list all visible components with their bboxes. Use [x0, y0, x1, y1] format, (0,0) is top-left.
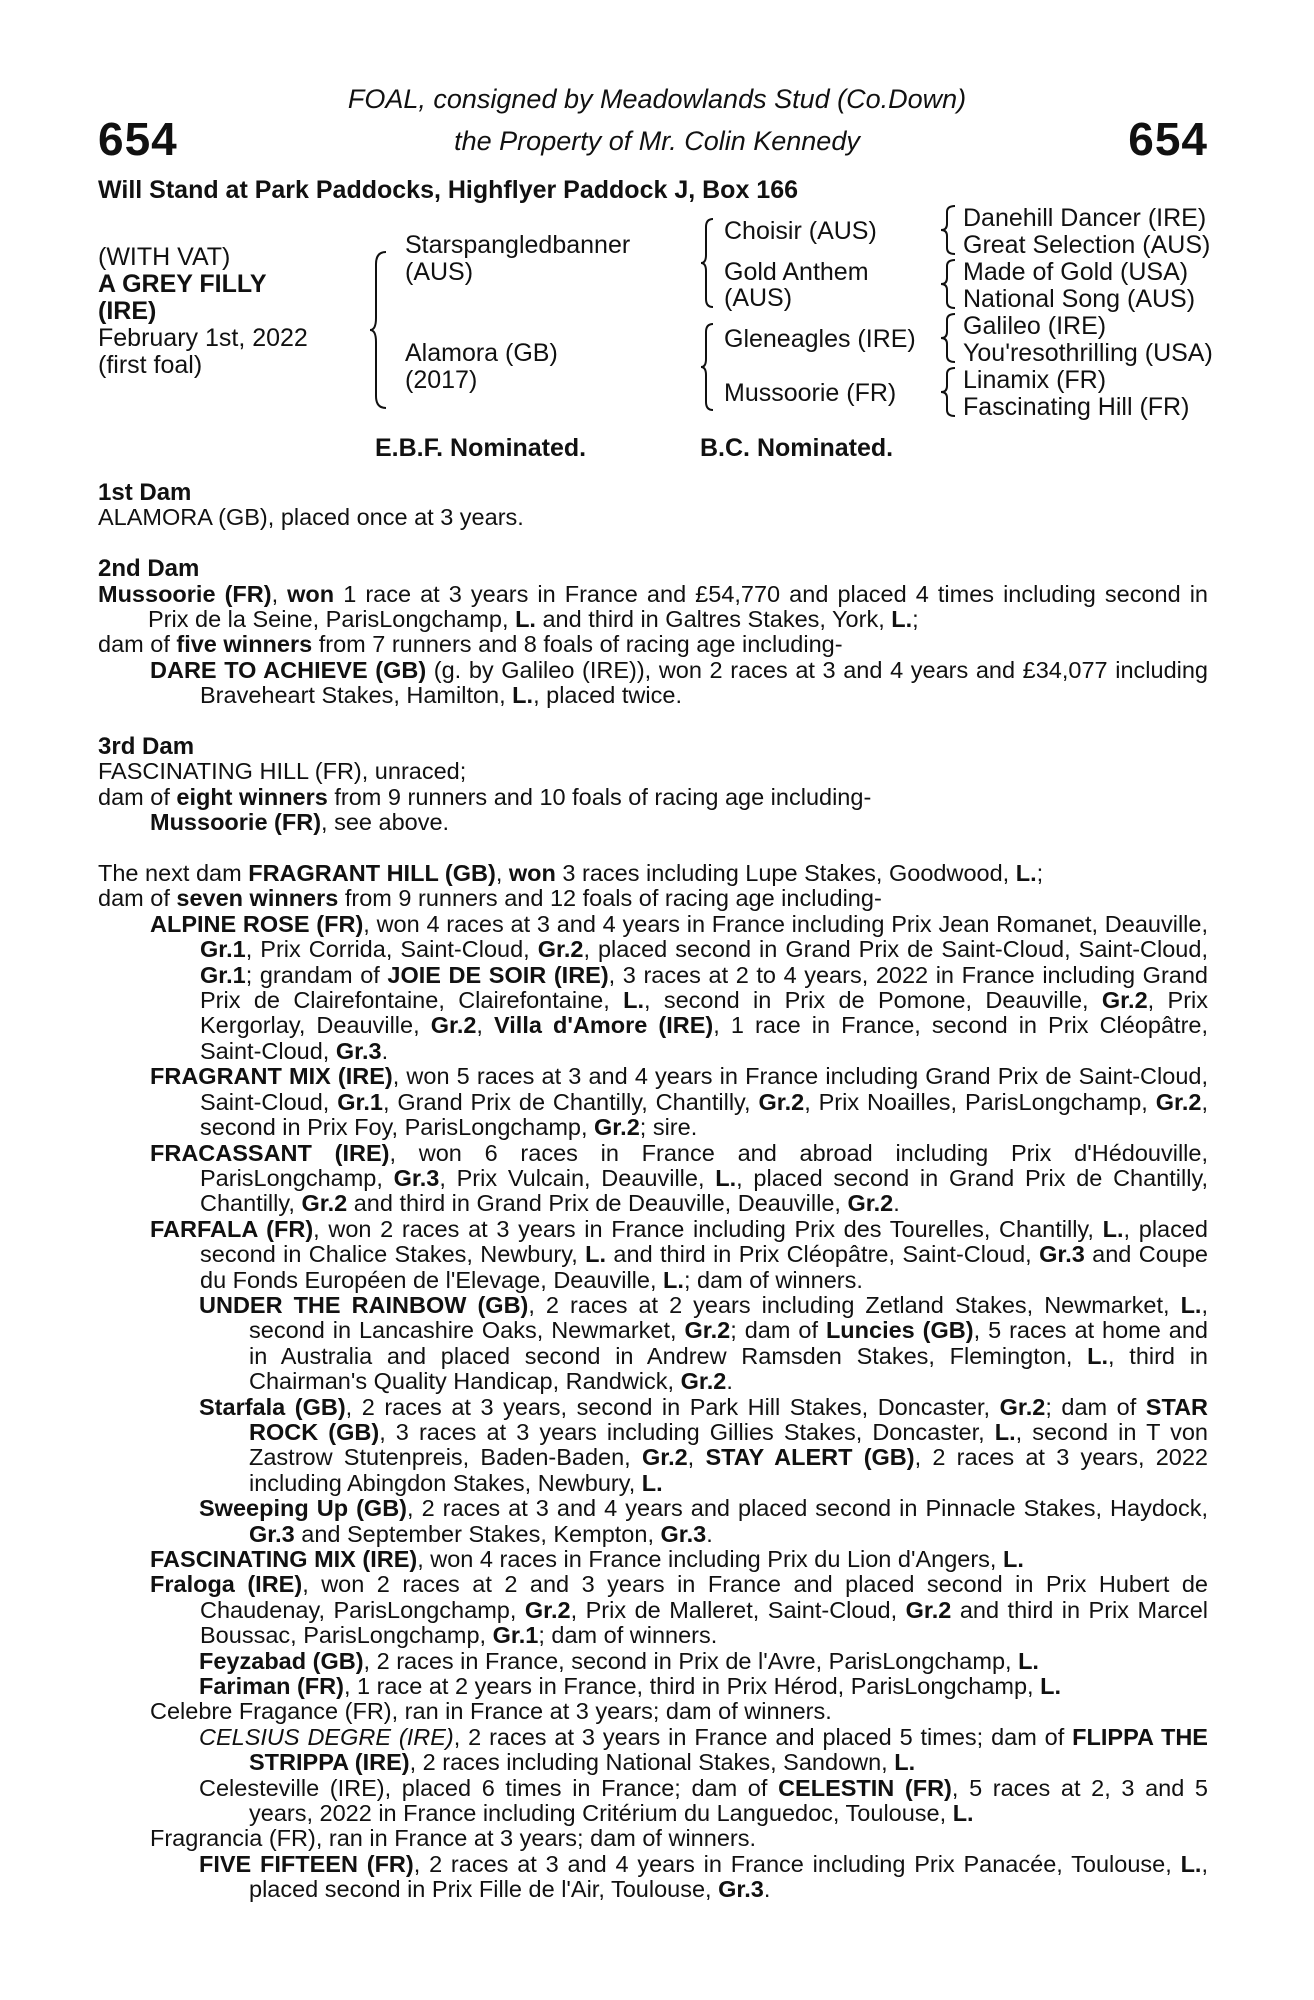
foal-note: (first foal) — [98, 351, 203, 379]
bold-text-run: L. — [1018, 1647, 1039, 1674]
text-run: , second in Prix de Pomone, Deauville, — [643, 987, 1102, 1014]
bold-text-run: L. — [641, 1469, 663, 1496]
bold-text-run: L. — [512, 682, 534, 709]
text-run: , second in T von Zastrow Stutenpreis, Baden-Baden, — [249, 1418, 1208, 1471]
bold-text-run: STAY ALERT (GB) — [705, 1444, 915, 1471]
pedigree-paragraph — [199, 1496, 1208, 1547]
bold-text-run: Gr.2 — [594, 1114, 640, 1141]
ancestor-8: Fascinating Hill (FR) — [963, 393, 1190, 421]
text-run: , 2 races at 2 years including Zetland Stakes, Newmarket, — [528, 1291, 1181, 1318]
text-run: , won 2 races at 2 and 3 years in France and placed second in Prix Hubert de Chaudenay, ParisLongchamp, — [200, 1571, 1208, 1623]
bold-text-run: seven winners — [176, 885, 339, 912]
bold-text-run: five winners — [176, 631, 313, 658]
text-run: and third in Prix Cléopâtre, Saint-Cloud, — [606, 1241, 1040, 1268]
bold-text-run: won — [508, 860, 556, 887]
bold-text-run: L. — [1180, 1850, 1202, 1877]
text-run: dam of — [98, 631, 177, 658]
pedigree-paragraph — [199, 1649, 1208, 1674]
sire-name: Starspangledbanner — [405, 231, 631, 259]
text-run: , — [687, 1444, 706, 1471]
ancestor-4: National Song (AUS) — [963, 285, 1196, 313]
pedigree-paragraph — [150, 1141, 1208, 1217]
bold-text-run: L. — [1180, 1291, 1202, 1318]
paragraph-gap — [98, 709, 1208, 734]
text-run: ; dam of winners. — [683, 1266, 863, 1293]
text-run: Celesteville (IRE), placed 6 times in France; dam of — [199, 1774, 779, 1801]
bold-text-run: L. — [891, 606, 913, 633]
bold-text-run: FLIPPA THE STRIPPA (IRE) — [249, 1723, 1208, 1776]
bold-text-run: JOIE DE SOIR (IRE) — [387, 961, 609, 988]
bold-text-run: Gr.2 — [537, 936, 584, 963]
bold-text-run: 1st Dam — [98, 479, 192, 506]
dam-sire: Gleneagles (IRE) — [724, 325, 916, 353]
bold-text-run: L. — [1040, 1673, 1062, 1700]
bold-text-run: Gr.1 — [200, 936, 246, 963]
paragraph-gap — [98, 531, 1208, 556]
text-run: ALAMORA (GB), placed once at 3 years. — [98, 504, 524, 531]
bold-text-run: ALPINE ROSE (FR) — [150, 910, 364, 937]
bold-text-run: Fariman (FR) — [199, 1673, 344, 1700]
vat-note: (WITH VAT) — [98, 243, 231, 271]
text-run: CELSIUS DEGRE (IRE) — [199, 1723, 454, 1750]
text-run: and Coupe du Fonds Européen de l'Elevage, Deauville, — [200, 1241, 1208, 1293]
pedigree-paragraph — [150, 658, 1208, 709]
bold-text-run: L. — [994, 1418, 1016, 1445]
section-heading — [98, 480, 1208, 505]
text-run: , placed second in Chalice Stakes, Newbury, — [200, 1215, 1208, 1268]
text-run: , 2 races at 3 and 4 years in France including Prix Panacée, Toulouse, — [413, 1850, 1181, 1877]
horse-name-line1: A GREY FILLY — [98, 270, 267, 298]
pedigree-paragraph — [98, 861, 1208, 886]
text-run: ; dam of — [1045, 1393, 1146, 1420]
text-run: . — [893, 1190, 900, 1217]
text-run: from 9 runners and 12 foals of racing age including- — [338, 885, 882, 912]
text-run: The next dam — [98, 860, 249, 887]
text-run: . — [381, 1037, 389, 1064]
text-run: , see above. — [321, 809, 450, 836]
bold-text-run: Gr.2 — [430, 1012, 477, 1039]
text-run: , second in Lancashire Oaks, Newmarket, — [249, 1291, 1208, 1344]
bold-text-run: L. — [715, 1164, 737, 1191]
text-run: , Prix Kergorlay, Deauville, — [200, 987, 1208, 1039]
pedigree-paragraph — [98, 505, 1208, 530]
gg-brace-2 — [940, 258, 958, 310]
text-run: , 2 races at 3 years in France and placed 5 times; dam of — [453, 1723, 1073, 1750]
bold-text-run: FASCINATING MIX (IRE) — [150, 1546, 418, 1573]
text-run: , Grand Prix de Chantilly, Chantilly, — [382, 1088, 759, 1115]
dam-year: (2017) — [405, 366, 478, 394]
bold-text-run: FRAGRANT HILL (GB) — [248, 860, 496, 887]
text-run: , won 2 races at 3 years in France including Prix des Tourelles, Chantilly, — [313, 1215, 1103, 1242]
text-run: . — [726, 1368, 733, 1395]
text-run: , placed second in Grand Prix de Saint-Cloud, Saint-Cloud, — [583, 936, 1208, 963]
text-run: Fragrancia (FR), ran in France at 3 years; dam of winners. — [150, 1825, 756, 1852]
bold-text-run: Mussoorie (FR) — [98, 580, 272, 607]
section-heading — [98, 734, 1208, 759]
bold-text-run: L. — [952, 1800, 974, 1827]
text-run: , — [271, 580, 288, 607]
property-line: the Property of Mr. Colin Kennedy — [454, 126, 860, 156]
lot-number-right: 654 — [1128, 113, 1208, 165]
text-run: , 2 races at 3 years, 2022 including Abingdon Stakes, Newbury, — [249, 1444, 1208, 1496]
bold-text-run: Gr.1 — [337, 1088, 383, 1115]
bold-text-run: Gr.2 — [680, 1368, 727, 1395]
pedigree-paragraph — [98, 582, 1208, 633]
bold-text-run: DARE TO ACHIEVE (GB) — [150, 656, 427, 683]
text-run: , 5 races at 2, 3 and 5 years, 2022 in France including Critérium du Languedoc, Toulouse, — [249, 1774, 1209, 1827]
bold-text-run: Gr.2 — [1155, 1088, 1202, 1115]
gg-brace-3 — [940, 312, 958, 364]
bold-text-run: 3rd Dam — [98, 733, 195, 761]
bold-text-run: Gr.1 — [492, 1622, 539, 1649]
text-run: , second in Prix Foy, ParisLongchamp, — [200, 1088, 1208, 1141]
bold-text-run: Gr.2 — [905, 1596, 952, 1623]
sire-sire: Choisir (AUS) — [724, 217, 877, 245]
text-run: and third in Prix Marcel Boussac, ParisLongchamp, — [200, 1596, 1209, 1649]
ancestor-1: Danehill Dancer (IRE) — [963, 204, 1207, 232]
bold-text-run: Gr.1 — [200, 961, 246, 988]
pedigree-paragraph — [150, 1572, 1208, 1648]
text-run: , won 6 races in France and abroad including Prix d'Hédouville, ParisLongchamp, — [200, 1139, 1208, 1191]
pedigree-paragraph — [199, 1776, 1208, 1827]
text-run: , won 4 races in France including Prix du Lion d'Angers, — [417, 1546, 1003, 1573]
bold-text-run: L. — [1102, 1215, 1124, 1242]
text-run: , — [495, 860, 509, 887]
pedigree-paragraph — [150, 1547, 1208, 1572]
bold-text-run: L. — [1015, 860, 1037, 887]
text-run: ; grandam of — [245, 961, 388, 988]
bc-nomination: B.C. Nominated. — [700, 434, 894, 462]
bold-text-run: L. — [1002, 1546, 1024, 1573]
pedigree-paragraph — [150, 810, 1208, 835]
horse-name-line2: (IRE) — [98, 297, 157, 325]
dam-name: Alamora (GB) — [405, 339, 558, 367]
text-run: , placed second in Grand Prix de Chantilly, Chantilly, — [200, 1164, 1208, 1217]
pedigree-paragraph — [199, 1293, 1208, 1395]
ancestor-2: Great Selection (AUS) — [963, 231, 1211, 259]
text-run: , Prix Corrida, Saint-Cloud, — [245, 936, 538, 963]
ancestor-7: Linamix (FR) — [963, 366, 1107, 394]
text-run: , Prix Vulcain, Deauville, — [439, 1164, 716, 1191]
text-run: , won 5 races at 3 and 4 years in France including Grand Prix de Saint-Cloud, Saint-Cloud, — [200, 1063, 1208, 1115]
produce-record — [98, 480, 1208, 1903]
pedigree-paragraph — [98, 759, 1208, 784]
ancestor-3: Made of Gold (USA) — [963, 258, 1189, 286]
text-run: , 1 race at 2 years in France, third in Prix Hérod, ParisLongchamp, — [343, 1673, 1041, 1700]
bold-text-run: L. — [623, 987, 644, 1014]
bold-text-run: Sweeping Up (GB) — [199, 1495, 407, 1522]
pedigree-paragraph — [199, 1852, 1208, 1903]
bold-text-run: Gr.2 — [1101, 987, 1148, 1014]
ancestor-5: Galileo (IRE) — [963, 312, 1107, 340]
pedigree-paragraph — [199, 1395, 1208, 1497]
bold-text-run: Gr.2 — [641, 1444, 688, 1471]
dam-line-brace — [700, 322, 716, 412]
bold-text-run: L. — [894, 1749, 916, 1776]
text-run: , 2 races in France, second in Prix de l'Avre, ParisLongchamp, — [363, 1647, 1019, 1674]
text-run: Celebre Fragance (FR), ran in France at 3 years; dam of winners. — [150, 1698, 832, 1725]
text-run: , — [476, 1012, 495, 1039]
text-run: , 2 races at 3 years, second in Park Hill Stakes, Doncaster, — [345, 1393, 1000, 1420]
text-run: , placed twice. — [533, 682, 682, 709]
bold-text-run: FIVE FIFTEEN (FR) — [199, 1850, 414, 1877]
bold-text-run: Gr.3 — [660, 1520, 707, 1547]
bold-text-run: L. — [515, 606, 536, 633]
bold-text-run: Fraloga (IRE) — [150, 1571, 303, 1598]
bold-text-run: CELESTIN (FR) — [778, 1774, 952, 1801]
text-run: , 3 races at 2 to 4 years, 2022 in France including Grand Prix de Clairefontaine, Clairefontaine, — [200, 961, 1208, 1014]
bold-text-run: Gr.2 — [524, 1596, 571, 1623]
gg-brace-1 — [940, 204, 958, 256]
text-run: ; — [912, 606, 919, 633]
bold-text-run: Villa d'Amore (IRE) — [494, 1012, 714, 1039]
text-run: , 1 race in France, second in Prix Cléopâtre, Saint-Cloud, — [200, 1012, 1209, 1064]
bold-text-run: Gr.3 — [249, 1520, 295, 1547]
bold-text-run: STAR ROCK (GB) — [249, 1393, 1209, 1445]
bold-text-run: Gr.3 — [335, 1037, 382, 1064]
bold-text-run: FRACASSANT (IRE) — [150, 1139, 390, 1166]
bold-text-run: 2nd Dam — [98, 555, 200, 583]
text-run: and September Stakes, Kempton, — [294, 1520, 661, 1547]
bold-text-run: FARFALA (FR) — [150, 1215, 314, 1242]
pedigree-paragraph — [150, 1699, 1208, 1724]
text-run: ; dam of winners. — [538, 1622, 718, 1649]
pedigree-paragraph — [150, 912, 1208, 1064]
bold-text-run: Feyzabad (GB) — [199, 1647, 364, 1674]
text-run: , won 4 races at 3 and 4 years in France including Prix Jean Romanet, Deauville, — [363, 910, 1208, 937]
text-run: . — [763, 1876, 771, 1903]
pedigree-paragraph — [199, 1725, 1208, 1776]
text-run: , 3 races at 3 years including Gillies Stakes, Doncaster, — [379, 1418, 995, 1445]
text-run: , 5 races at home and in Australia and placed second in Andrew Ramsden Stakes, Flemington, — [249, 1317, 1208, 1369]
sire-origin: (AUS) — [405, 258, 474, 286]
bold-text-run: Luncies (GB) — [825, 1317, 974, 1344]
text-run: , 2 races at 3 and 4 years and placed second in Pinnacle Stakes, Haydock, — [407, 1495, 1208, 1522]
text-run: . — [706, 1520, 713, 1547]
text-run: dam of — [98, 885, 177, 912]
text-run: , 2 races including National Stakes, Sandown, — [409, 1749, 895, 1776]
bold-text-run: L. — [1087, 1342, 1109, 1369]
bold-text-run: UNDER THE RAINBOW (GB) — [199, 1291, 529, 1318]
lot-number-left: 654 — [98, 113, 178, 165]
bold-text-run: Gr.2 — [684, 1317, 731, 1344]
consignor-line: FOAL, consigned by Meadowlands Stud (Co.Down) — [347, 84, 967, 114]
text-run: from 9 runners and 10 foals of racing age including- — [327, 783, 872, 810]
bold-text-run: Gr.2 — [847, 1190, 894, 1217]
pedigree-paragraph — [199, 1674, 1208, 1699]
text-run: , placed second in Prix Fille de l'Air, Toulouse, — [249, 1850, 1208, 1903]
bold-text-run: Starfala (GB) — [199, 1393, 346, 1420]
pedigree-paragraph — [150, 1064, 1208, 1140]
text-run: 3 races including Lupe Stakes, Goodwood, — [555, 860, 1016, 887]
bold-text-run: won — [287, 580, 335, 607]
text-run: , Prix Noailles, ParisLongchamp, — [804, 1088, 1156, 1115]
text-run: ; sire. — [639, 1114, 698, 1141]
text-run: from 7 runners and 8 foals of racing age including- — [312, 631, 843, 658]
text-run: 1 race at 3 years in France and £54,770 and placed 4 times including second in Prix de la Seine, ParisLongchamp, — [148, 580, 1209, 633]
text-run: dam of — [98, 783, 177, 810]
ancestor-6: You'resothrilling (USA) — [963, 339, 1213, 367]
gg-brace-4 — [940, 366, 958, 418]
foaling-date: February 1st, 2022 — [98, 324, 308, 352]
sire-dam-line2: (AUS) — [724, 284, 793, 312]
pedigree-paragraph — [150, 1826, 1208, 1851]
pedigree-paragraph — [150, 1217, 1208, 1293]
text-run: ; — [1036, 860, 1044, 887]
bold-text-run: Gr.2 — [301, 1190, 348, 1217]
paragraph-gap — [98, 836, 1208, 861]
text-run: (g. by Galileo (IRE)), won 2 races at 3 and 4 years and £34,077 including Braveheart Stakes, Hamilton, — [200, 656, 1208, 709]
pedigree-paragraph — [98, 632, 1208, 657]
pedigree-paragraph — [98, 785, 1208, 810]
text-run: and third in Grand Prix de Deauville, Deauville, — [347, 1190, 848, 1217]
bold-text-run: FRAGRANT MIX (IRE) — [150, 1063, 393, 1090]
dam-dam: Mussoorie (FR) — [724, 379, 897, 407]
bold-text-run: Gr.2 — [999, 1393, 1046, 1420]
text-run: , Prix de Malleret, Saint-Cloud, — [570, 1596, 906, 1623]
text-run: and third in Galtres Stakes, York, — [535, 606, 892, 633]
pedigree-main-brace — [368, 250, 390, 410]
bold-text-run: Gr.3 — [718, 1876, 764, 1903]
bold-text-run: Gr.3 — [393, 1164, 440, 1191]
bold-text-run: Gr.3 — [1039, 1241, 1085, 1268]
sire-line-brace — [700, 217, 716, 309]
pedigree-paragraph — [98, 886, 1208, 911]
sire-dam-line1: Gold Anthem — [724, 258, 869, 286]
text-run: , third in Chairman's Quality Handicap, Randwick, — [249, 1342, 1208, 1395]
section-heading — [98, 556, 1208, 581]
bold-text-run: Mussoorie (FR) — [150, 809, 322, 836]
bold-text-run: Gr.2 — [758, 1088, 805, 1115]
stand-location: Will Stand at Park Paddocks, Highflyer Paddock J, Box 166 — [98, 176, 798, 204]
bold-text-run: L. — [663, 1266, 684, 1293]
bold-text-run: L. — [585, 1241, 607, 1268]
bold-text-run: eight winners — [176, 783, 328, 810]
ebf-nomination: E.B.F. Nominated. — [375, 434, 587, 462]
text-run: ; dam of — [730, 1317, 826, 1344]
text-run: FASCINATING HILL (FR), unraced; — [98, 758, 467, 785]
